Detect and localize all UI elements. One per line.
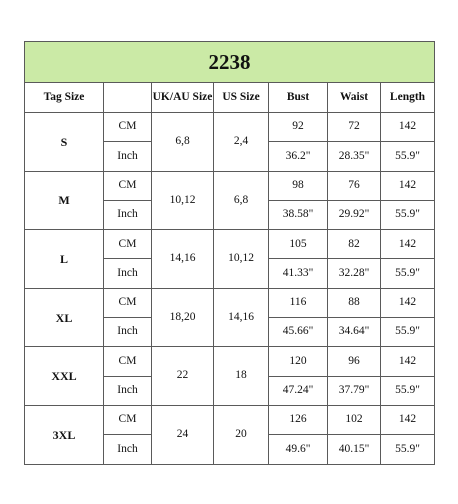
bust-inch-cell: 36.2" xyxy=(269,142,328,171)
waist-inch-cell: 28.35" xyxy=(328,142,381,171)
uk-au-size-cell: 10,12 xyxy=(152,171,214,230)
unit-label-cm: CM xyxy=(104,171,152,200)
bust-cm-cell: 105 xyxy=(269,230,328,259)
size-row-cm xyxy=(25,230,435,259)
length-inch-cell: 55.9" xyxy=(381,259,435,288)
unit-label-inch: Inch xyxy=(104,142,152,171)
waist-inch-cell: 32.28" xyxy=(328,259,381,288)
bust-inch-cell: 45.66" xyxy=(269,318,328,347)
length-inch-cell: 55.9" xyxy=(381,435,435,464)
tag-size-cell: L xyxy=(25,230,104,289)
uk-au-size-cell: 18,20 xyxy=(152,288,214,347)
bust-cm-cell: 126 xyxy=(269,405,328,434)
unit-label-cm: CM xyxy=(104,288,152,317)
uk-au-size-cell: 6,8 xyxy=(152,113,214,172)
length-cm-cell: 142 xyxy=(381,230,435,259)
us-size-cell: 18 xyxy=(214,347,269,406)
tag-size-cell: M xyxy=(25,171,104,230)
unit-label-cm: CM xyxy=(104,113,152,142)
header-tag-size: Tag Size xyxy=(25,83,104,113)
title-row xyxy=(25,42,435,83)
length-cm-cell: 142 xyxy=(381,113,435,142)
header-length: Length xyxy=(381,83,435,113)
waist-cm-cell: 76 xyxy=(328,171,381,200)
length-cm-cell: 142 xyxy=(381,288,435,317)
bust-inch-cell: 38.58" xyxy=(269,200,328,229)
length-cm-cell: 142 xyxy=(381,405,435,434)
length-cm-cell: 142 xyxy=(381,171,435,200)
us-size-cell: 14,16 xyxy=(214,288,269,347)
header-row xyxy=(25,83,435,113)
waist-cm-cell: 72 xyxy=(328,113,381,142)
size-chart-body xyxy=(25,42,435,465)
bust-cm-cell: 120 xyxy=(269,347,328,376)
unit-label-inch: Inch xyxy=(104,259,152,288)
waist-cm-cell: 96 xyxy=(328,347,381,376)
chart-title: 2238 xyxy=(25,42,435,83)
us-size-cell: 10,12 xyxy=(214,230,269,289)
size-row-cm xyxy=(25,347,435,376)
uk-au-size-cell: 14,16 xyxy=(152,230,214,289)
unit-label-cm: CM xyxy=(104,405,152,434)
unit-label-cm: CM xyxy=(104,230,152,259)
uk-au-size-cell: 22 xyxy=(152,347,214,406)
waist-cm-cell: 102 xyxy=(328,405,381,434)
bust-cm-cell: 116 xyxy=(269,288,328,317)
waist-inch-cell: 34.64" xyxy=(328,318,381,347)
unit-label-inch: Inch xyxy=(104,376,152,405)
waist-inch-cell: 37.79" xyxy=(328,376,381,405)
size-chart-table xyxy=(24,41,435,465)
unit-label-cm: CM xyxy=(104,347,152,376)
us-size-cell: 6,8 xyxy=(214,171,269,230)
size-row-cm xyxy=(25,288,435,317)
header-unit xyxy=(104,83,152,113)
header-uk-au-size: UK/AU Size xyxy=(152,83,214,113)
size-row-cm xyxy=(25,405,435,434)
bust-cm-cell: 92 xyxy=(269,113,328,142)
bust-inch-cell: 47.24" xyxy=(269,376,328,405)
us-size-cell: 20 xyxy=(214,405,269,464)
size-row-cm xyxy=(25,113,435,142)
header-bust: Bust xyxy=(269,83,328,113)
size-row-cm xyxy=(25,171,435,200)
waist-cm-cell: 88 xyxy=(328,288,381,317)
header-us-size: US Size xyxy=(214,83,269,113)
bust-inch-cell: 49.6" xyxy=(269,435,328,464)
unit-label-inch: Inch xyxy=(104,435,152,464)
bust-inch-cell: 41.33" xyxy=(269,259,328,288)
length-inch-cell: 55.9" xyxy=(381,200,435,229)
length-inch-cell: 55.9" xyxy=(381,376,435,405)
tag-size-cell: XXL xyxy=(25,347,104,406)
header-waist: Waist xyxy=(328,83,381,113)
waist-inch-cell: 40.15" xyxy=(328,435,381,464)
length-inch-cell: 55.9" xyxy=(381,142,435,171)
us-size-cell: 2,4 xyxy=(214,113,269,172)
unit-label-inch: Inch xyxy=(104,200,152,229)
uk-au-size-cell: 24 xyxy=(152,405,214,464)
tag-size-cell: XL xyxy=(25,288,104,347)
waist-inch-cell: 29.92" xyxy=(328,200,381,229)
tag-size-cell: 3XL xyxy=(25,405,104,464)
unit-label-inch: Inch xyxy=(104,318,152,347)
waist-cm-cell: 82 xyxy=(328,230,381,259)
bust-cm-cell: 98 xyxy=(269,171,328,200)
length-cm-cell: 142 xyxy=(381,347,435,376)
tag-size-cell: S xyxy=(25,113,104,172)
length-inch-cell: 55.9" xyxy=(381,318,435,347)
